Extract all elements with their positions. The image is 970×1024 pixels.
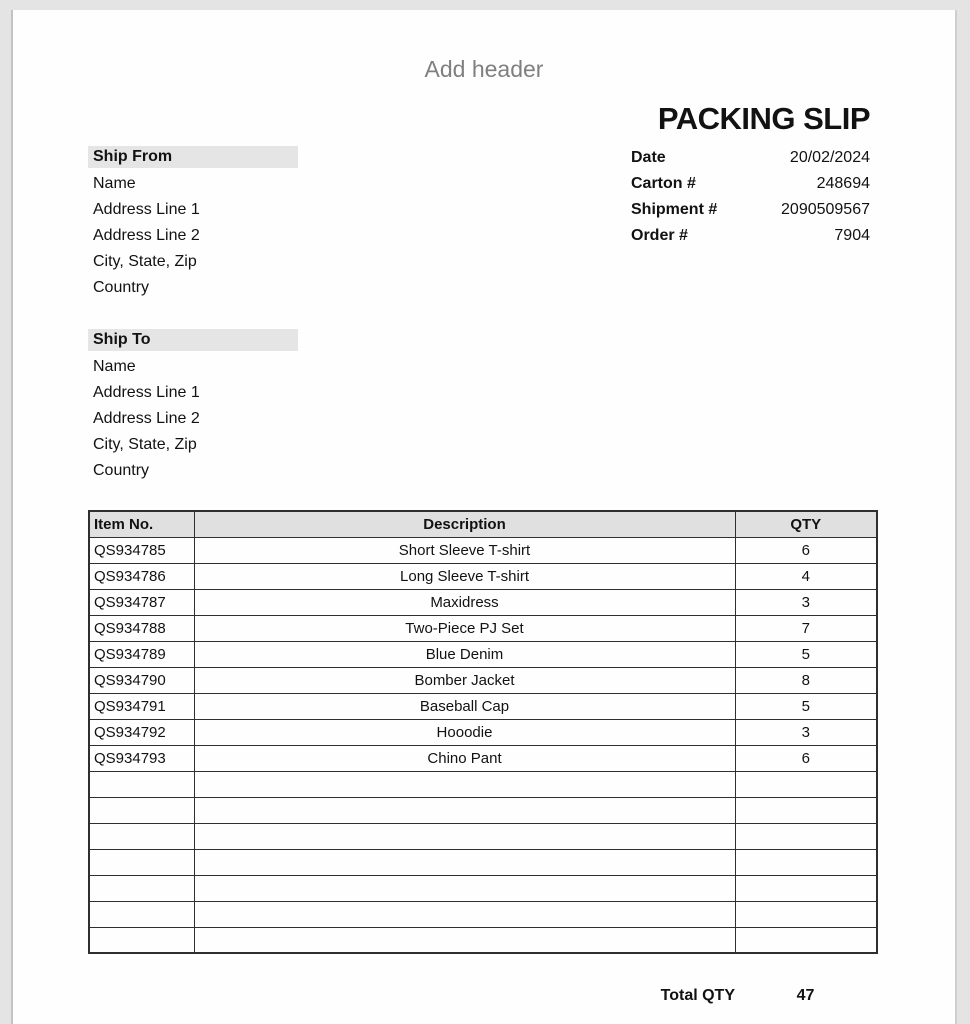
empty-cell <box>735 849 877 875</box>
order-value: 7904 <box>834 227 870 244</box>
ship-from-heading: Ship From <box>88 146 298 168</box>
ship-to-address-1: Address Line 1 <box>93 384 200 401</box>
description-cell: Bomber Jacket <box>194 667 735 693</box>
empty-cell <box>89 901 194 927</box>
date-value: 20/02/2024 <box>789 149 870 166</box>
empty-table-row <box>89 901 877 927</box>
empty-table-row <box>89 797 877 823</box>
table-row <box>89 589 877 615</box>
empty-table-row <box>89 927 877 953</box>
empty-cell <box>735 823 877 849</box>
ship-to-country: Country <box>93 462 150 479</box>
table-row <box>89 537 877 563</box>
ship-to-lines <box>88 354 318 484</box>
empty-table-row <box>89 875 877 901</box>
add-header-placeholder[interactable]: Add header <box>424 56 544 82</box>
empty-cell <box>194 823 735 849</box>
column-header-description: Description <box>194 511 735 537</box>
empty-cell <box>194 797 735 823</box>
info-row-carton <box>631 171 870 197</box>
empty-cell <box>194 927 735 953</box>
shipment-label: Shipment # <box>631 201 718 218</box>
empty-cell <box>89 927 194 953</box>
empty-cell <box>735 927 877 953</box>
table-row <box>89 719 877 745</box>
table-header-row <box>89 511 877 537</box>
totals-row <box>88 983 876 1009</box>
ship-to-city-state-zip: City, State, Zip <box>93 436 197 453</box>
description-cell: Blue Denim <box>194 641 735 667</box>
empty-cell <box>194 875 735 901</box>
empty-cell <box>735 901 877 927</box>
item-no-cell: QS934787 <box>89 589 194 615</box>
ship-from-name: Name <box>93 175 136 192</box>
qty-cell: 7 <box>735 615 877 641</box>
ship-from-city-state-zip: City, State, Zip <box>93 253 197 270</box>
empty-cell <box>89 875 194 901</box>
empty-table-row <box>89 823 877 849</box>
empty-cell <box>89 797 194 823</box>
ship-from-country: Country <box>93 279 150 296</box>
description-cell: Long Sleeve T-shirt <box>194 563 735 589</box>
shipment-value: 2090509567 <box>781 201 870 218</box>
date-label: Date <box>631 149 666 166</box>
ship-to-block <box>88 329 318 484</box>
item-no-cell: QS934792 <box>89 719 194 745</box>
ship-from-lines <box>88 171 318 301</box>
empty-cell <box>735 797 877 823</box>
info-row-shipment <box>631 197 870 223</box>
empty-cell <box>194 771 735 797</box>
description-cell: Short Sleeve T-shirt <box>194 537 735 563</box>
total-qty-value: 47 <box>796 987 815 1004</box>
item-no-cell: QS934786 <box>89 563 194 589</box>
item-no-cell: QS934788 <box>89 615 194 641</box>
ship-from-block <box>88 146 318 301</box>
description-cell: Hooodie <box>194 719 735 745</box>
empty-cell <box>89 771 194 797</box>
table-row <box>89 563 877 589</box>
table-row <box>89 641 877 667</box>
ship-to-name: Name <box>93 358 136 375</box>
carton-label: Carton # <box>631 175 696 192</box>
ship-from-address-2: Address Line 2 <box>93 227 200 244</box>
empty-cell <box>194 901 735 927</box>
empty-table-row <box>89 849 877 875</box>
order-label: Order # <box>631 227 688 244</box>
empty-cell <box>735 875 877 901</box>
description-cell: Chino Pant <box>194 745 735 771</box>
column-header-item-no: Item No. <box>89 511 194 537</box>
item-no-cell: QS934789 <box>89 641 194 667</box>
ship-to-address-2: Address Line 2 <box>93 410 200 427</box>
qty-cell: 5 <box>735 641 877 667</box>
ship-from-address-1: Address Line 1 <box>93 201 200 218</box>
description-cell: Two-Piece PJ Set <box>194 615 735 641</box>
item-no-cell: QS934790 <box>89 667 194 693</box>
description-cell: Baseball Cap <box>194 693 735 719</box>
ship-to-heading: Ship To <box>88 329 298 351</box>
qty-cell: 5 <box>735 693 877 719</box>
qty-cell: 3 <box>735 589 877 615</box>
empty-cell <box>89 849 194 875</box>
items-table <box>88 510 878 954</box>
item-no-cell: QS934793 <box>89 745 194 771</box>
table-row <box>89 667 877 693</box>
info-row-order <box>631 223 870 249</box>
column-header-qty: QTY <box>735 511 877 537</box>
empty-cell <box>194 849 735 875</box>
carton-value: 248694 <box>816 175 870 192</box>
item-no-cell: QS934791 <box>89 693 194 719</box>
total-qty-label: Total QTY <box>660 987 735 1004</box>
empty-cell <box>89 823 194 849</box>
qty-cell: 3 <box>735 719 877 745</box>
shipment-info-block <box>631 145 870 249</box>
table-row <box>89 693 877 719</box>
item-no-cell: QS934785 <box>89 537 194 563</box>
empty-table-row <box>89 771 877 797</box>
qty-cell: 4 <box>735 563 877 589</box>
table-row <box>89 615 877 641</box>
qty-cell: 8 <box>735 667 877 693</box>
qty-cell: 6 <box>735 745 877 771</box>
info-row-date <box>631 145 870 171</box>
document-page <box>13 10 955 1024</box>
table-row <box>89 745 877 771</box>
page-title: PACKING SLIP <box>657 101 870 136</box>
empty-cell <box>735 771 877 797</box>
description-cell: Maxidress <box>194 589 735 615</box>
qty-cell: 6 <box>735 537 877 563</box>
